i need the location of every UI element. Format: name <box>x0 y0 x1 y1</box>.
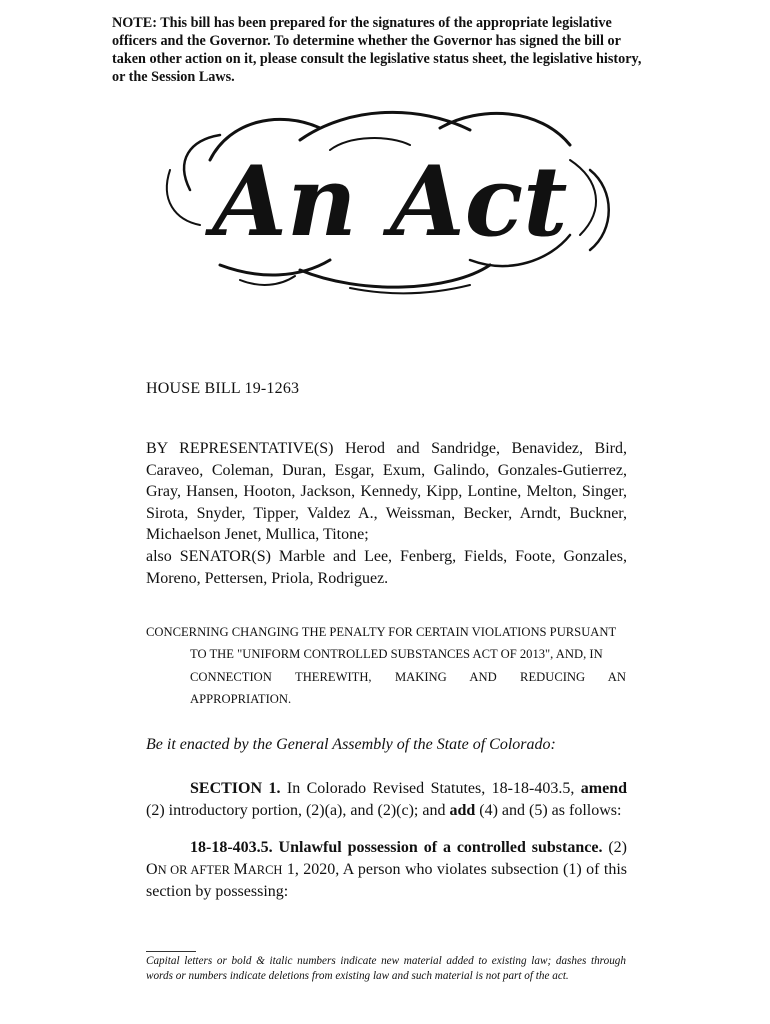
section-1-heading: SECTION 1. <box>190 780 281 797</box>
march-cap: M <box>233 861 248 878</box>
sponsors-block <box>146 438 627 589</box>
an-act-emblem <box>150 100 630 310</box>
a-cap: A <box>342 861 354 878</box>
an-act-flourish-graphic <box>150 100 630 310</box>
bill-title <box>146 621 626 711</box>
senators-list: also SENATOR(S) Marble and Lee, Fenberg, Fields, Foote, Gonzales, Moreno, Pettersen, Priola, Rodriguez. <box>146 547 627 587</box>
march-small-caps: ARCH <box>247 863 283 877</box>
footnote: Capital letters or bold & italic numbers indicate new material added to existing law; dashes through words or numbers indicate deletions from existing law and such material is not part of the act. <box>146 955 626 983</box>
statute-paragraph <box>146 837 627 903</box>
bill-number: HOUSE BILL 19-1263 <box>146 380 300 397</box>
section-1-text-c: (4) and (5) as follows: <box>475 802 622 819</box>
footnote-divider <box>146 951 196 952</box>
bill-title-line-3: CONNECTION THEREWITH, MAKING AND REDUCING AN <box>190 669 626 684</box>
statute-rest: person who violates subsection (1) of this section by possessing: <box>146 861 627 900</box>
on-small-caps: N OR AFTER <box>157 863 234 877</box>
section-1-text-b: (2) introductory portion, (2)(a), and (2)(c); and <box>146 802 450 819</box>
legislative-note: NOTE: This bill has been prepared for the signatures of the appropriate legislative officers and the Governor. To determine whether the Governor has signed the bill or taken other action on it, please consult the legislative status sheet, the legislative history, or the Session Laws. <box>112 15 642 85</box>
amend-keyword: amend <box>580 780 627 797</box>
add-keyword: add <box>449 802 476 819</box>
effective-date: 1, 2020, <box>282 861 343 878</box>
enacting-clause: Be it enacted by the General Assembly of the State of Colorado: <box>146 736 556 753</box>
section-1-paragraph <box>146 778 627 822</box>
bill-title-line-4: APPROPRIATION. <box>190 692 292 707</box>
an-act-title: An Act <box>212 145 568 258</box>
bill-title-line-2: TO THE "UNIFORM CONTROLLED SUBSTANCES ACT OF 2013", AND, IN <box>190 647 603 662</box>
on-cap: O <box>146 861 158 878</box>
section-1-text-a: In Colorado Revised Statutes, 18-18-403.5, <box>280 780 581 797</box>
statute-heading: 18-18-403.5. Unlawful possession of a controlled substance. <box>190 839 603 856</box>
bill-title-line-1: CONCERNING CHANGING THE PENALTY FOR CERTAIN VIOLATIONS PURSUANT <box>146 625 617 639</box>
subsection-number: (2) <box>602 839 628 856</box>
representatives-list: BY REPRESENTATIVE(S) Herod and Sandridge, Benavidez, Bird, Caraveo, Coleman, Duran, Esgar, Exum, Galindo, Gonzales-Gutierrez, Gray, Hansen, Hooton, Jackson, Kennedy, Kipp, Lontine, Melton, Singer, Sirota, Snyder, Tipper, Valdez A., Weissman, Becker, Arndt, Buckner, Michaelson Jenet, Mullica, Titone; <box>146 440 627 544</box>
